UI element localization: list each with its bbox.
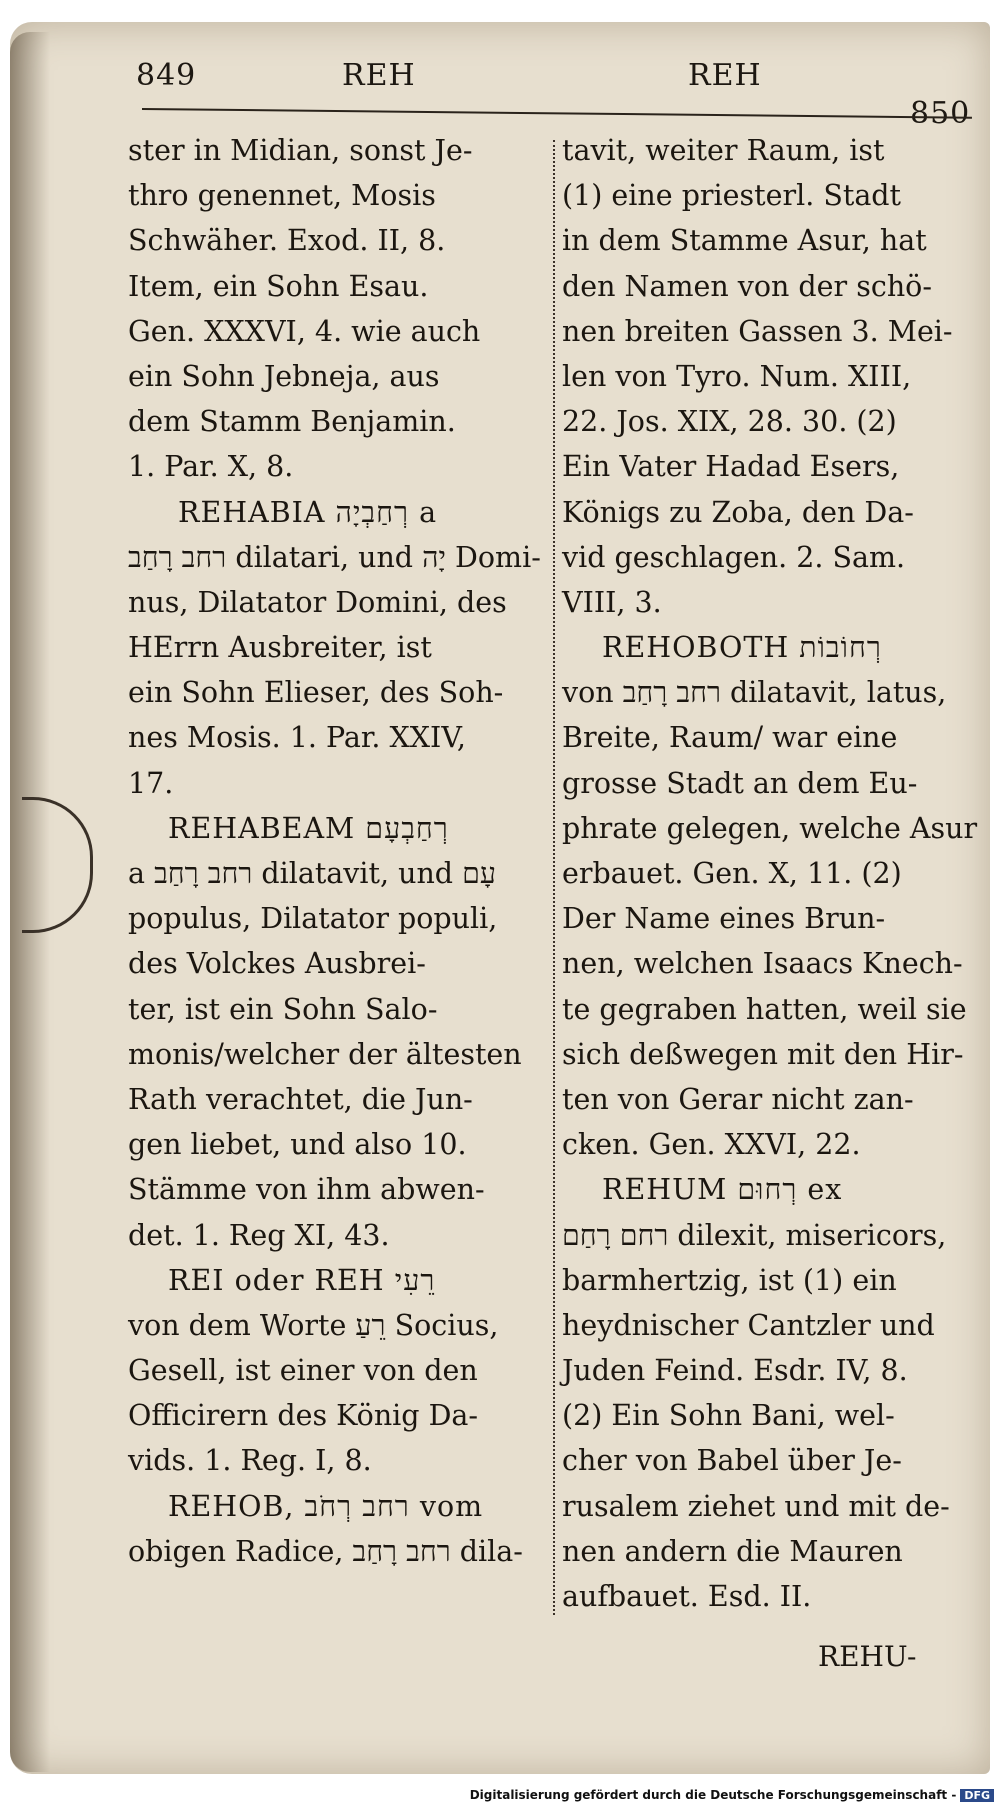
text-line: te gegraben hatten, weil sie bbox=[562, 992, 967, 1026]
text-line: von dem Worte רֵעַ Socius, bbox=[128, 1308, 499, 1342]
text-line: det. 1. Reg XI, 43. bbox=[128, 1218, 390, 1252]
text-line: erbauet. Gen. X, 11. (2) bbox=[562, 857, 902, 890]
left-text-column bbox=[128, 128, 541, 1574]
text-line: gen liebet, und also 10. bbox=[128, 1128, 467, 1162]
text-line: Gesell, ist einer von den bbox=[128, 1354, 478, 1388]
text-line: barmhertzig, ist (1) ein bbox=[562, 1263, 897, 1297]
left-page-number: 849 bbox=[136, 58, 197, 93]
text-line: obigen Radice, רחב רָחַב dila- bbox=[128, 1534, 523, 1568]
text-line: ein Sohn Jebneja, aus bbox=[128, 359, 440, 393]
text-line: heydnischer Cantzler und bbox=[562, 1308, 935, 1342]
text-line: ter, ist ein Sohn Salo- bbox=[128, 992, 438, 1026]
text-line: Stämme von ihm abwen- bbox=[128, 1173, 485, 1207]
text-line: Officirern des König Da- bbox=[128, 1399, 479, 1433]
text-line: (1) eine priesterl. Stadt bbox=[562, 179, 902, 213]
digitization-credit bbox=[470, 1788, 994, 1802]
text-line: Breite, Raum/ war eine bbox=[562, 721, 898, 755]
entry-heading-rehob: REHOB, רחב רְחֹב vom bbox=[168, 1489, 484, 1523]
text-line: Ein Vater Hadad Esers, bbox=[562, 450, 900, 484]
text-line: Juden Feind. Esdr. IV, 8. bbox=[562, 1354, 908, 1388]
column-divider bbox=[553, 140, 555, 1615]
right-page-number: 850 bbox=[910, 96, 971, 131]
text-line: nen breiten Gassen 3. Mei- bbox=[562, 314, 953, 348]
text-line: des Volckes Ausbrei- bbox=[128, 947, 426, 981]
text-line: nes Mosis. 1. Par. XXIV, bbox=[128, 721, 466, 755]
text-line: monis/welcher der ältesten bbox=[128, 1037, 522, 1071]
text-line: ten von Gerar nicht zan- bbox=[562, 1082, 914, 1116]
text-line: vids. 1. Reg. I, 8. bbox=[128, 1444, 372, 1478]
text-line: Königs zu Zoba, den Da- bbox=[562, 495, 914, 529]
right-text-column bbox=[562, 128, 982, 1619]
text-line: 22. Jos. XIX, 28. 30. (2) bbox=[562, 405, 897, 439]
text-line: ster in Midian, sonst Je- bbox=[128, 134, 473, 167]
entry-heading-rehoboth: REHOBOTH רְחוֹבוֹת bbox=[602, 631, 882, 665]
text-line: 1. Par. X, 8. bbox=[128, 450, 294, 484]
text-line: sich deßwegen mit den Hir- bbox=[562, 1037, 964, 1071]
text-line: dem Stamm Benjamin. bbox=[128, 405, 456, 439]
text-line: nen andern die Mauren bbox=[562, 1534, 903, 1568]
text-line: thro genennet, Mosis bbox=[128, 179, 436, 213]
text-line: tavit, weiter Raum, ist bbox=[562, 134, 885, 167]
text-line: aufbauet. Esd. II. bbox=[562, 1580, 812, 1613]
text-line: nus, Dilatator Domini, des bbox=[128, 585, 507, 619]
text-line: Schwäher. Exod. II, 8. bbox=[128, 224, 446, 258]
text-line: a רחב רָחַב dilatavit, und עָם bbox=[128, 857, 497, 890]
text-line: den Namen von der schö- bbox=[562, 269, 932, 303]
text-line: (2) Ein Sohn Bani, wel- bbox=[562, 1399, 895, 1433]
book-clasp bbox=[22, 797, 93, 933]
text-line: len von Tyro. Num. XIII, bbox=[562, 359, 912, 393]
text-line: von רחב רָחַב dilatavit, latus, bbox=[562, 676, 947, 710]
entry-heading-rehabeam: REHABEAM רְחַבְעָם bbox=[168, 811, 449, 845]
text-line: VIII, 3. bbox=[562, 585, 662, 619]
left-running-head: REH bbox=[342, 58, 416, 93]
text-line: רחב רָחַב dilatari, und יָה Domi- bbox=[128, 540, 541, 574]
entry-heading-rehum: REHUM רְחוּם ex bbox=[602, 1173, 843, 1207]
text-line: grosse Stadt an dem Eu- bbox=[562, 766, 918, 800]
catchword: REHU- bbox=[818, 1640, 917, 1673]
text-line: ein Sohn Elieser, des Soh- bbox=[128, 676, 504, 710]
text-line: רחם רָחַם dilexit, misericors, bbox=[562, 1218, 947, 1252]
text-line: cher von Babel über Je- bbox=[562, 1444, 902, 1478]
text-line: HErrn Ausbreiter, ist bbox=[128, 631, 432, 665]
text-line: populus, Dilatator populi, bbox=[128, 902, 498, 936]
dfg-logo: DFG bbox=[960, 1789, 994, 1802]
text-line: 17. bbox=[128, 766, 174, 800]
text-line: in dem Stamme Asur, hat bbox=[562, 224, 927, 258]
right-running-head: REH bbox=[688, 58, 762, 93]
text-line: Rath verachtet, die Jun- bbox=[128, 1082, 473, 1116]
text-line: rusalem ziehet und mit de- bbox=[562, 1489, 950, 1523]
text-line: Der Name eines Brun- bbox=[562, 902, 886, 936]
text-line: Gen. XXXVI, 4. wie auch bbox=[128, 314, 481, 348]
entry-heading-rehabia: REHABIA רְחַבְיָה a bbox=[178, 495, 438, 529]
credit-text: Digitalisierung gefördert durch die Deutsche Forschungsgemeinschaft - bbox=[469, 1788, 957, 1802]
entry-heading-rei: REI oder REH רֵעִי bbox=[168, 1263, 436, 1297]
text-line: phrate gelegen, welche Asur bbox=[562, 811, 978, 845]
text-line: cken. Gen. XXVI, 22. bbox=[562, 1128, 861, 1162]
text-line: Item, ein Sohn Esau. bbox=[128, 269, 429, 303]
text-line: nen, welchen Isaacs Knech- bbox=[562, 947, 963, 981]
text-line: vid geschlagen. 2. Sam. bbox=[562, 540, 906, 574]
